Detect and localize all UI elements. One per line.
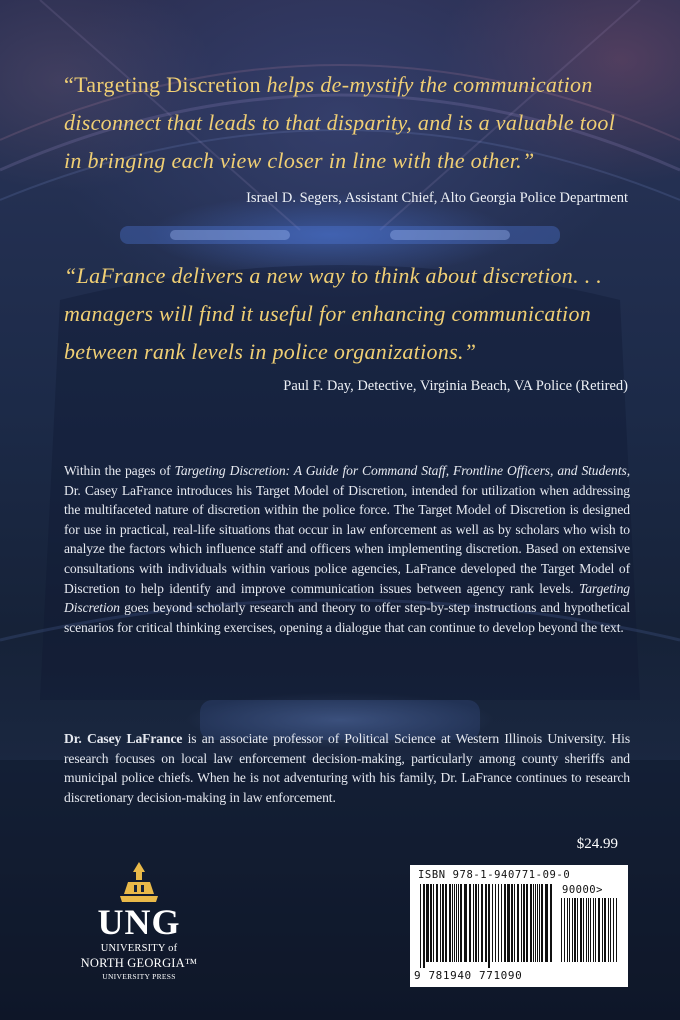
book-description [64, 461, 630, 637]
barcode-bar [469, 884, 471, 962]
barcode-bar [561, 898, 562, 962]
description-short-title: Targeting Discretion [64, 580, 630, 616]
barcode-bar [440, 884, 441, 962]
quote-body: helps de-mystify the communication disconnect that leads to that disparity, and is a valuable tool in bringing each view closer in line with the other.” [64, 72, 616, 173]
addon-barcode-bars [561, 898, 619, 968]
author-name: Dr. Casey LaFrance [64, 731, 183, 746]
barcode-bar [613, 898, 614, 962]
barcode-bar [504, 884, 506, 962]
barcode-bar [604, 898, 606, 962]
barcode-bar [574, 898, 576, 962]
lantern-icon [114, 860, 164, 906]
barcode-bar [473, 884, 474, 962]
barcode-bar [442, 884, 444, 962]
barcode-bar [590, 898, 591, 962]
barcode-bar [598, 898, 600, 962]
barcode-bar [550, 884, 552, 962]
barcode-bar [423, 884, 425, 968]
barcode-bar [616, 898, 617, 962]
barcode-bar [430, 884, 432, 962]
author-bio [64, 729, 630, 807]
barcode-bar [456, 884, 457, 962]
isbn-label: ISBN 978-1-940771-09-0 [418, 869, 571, 881]
barcode-bar [593, 898, 594, 962]
barcode-bar [478, 884, 479, 962]
barcode-bar [521, 884, 522, 962]
barcode-bar [426, 884, 429, 962]
barcode-bar [495, 884, 496, 962]
barcode-bar [580, 898, 582, 962]
barcode-bar [507, 884, 510, 962]
barcode-bar [567, 898, 568, 962]
barcode-bar [564, 898, 565, 962]
barcode-bar [569, 898, 570, 962]
publisher-line-3: UNIVERSITY PRESS [102, 972, 176, 981]
barcode-bar [533, 884, 534, 962]
barcode-bar [452, 884, 453, 962]
barcode-bar [517, 884, 519, 962]
barcode-bar [511, 884, 513, 962]
barcode-bar [433, 884, 434, 962]
barcode-bar [595, 898, 596, 962]
barcode-bar [588, 898, 589, 962]
barcode-bar [481, 884, 483, 962]
quote-segers [64, 66, 630, 180]
barcode-bar [586, 898, 587, 962]
barcode-bar [436, 884, 438, 962]
barcode-bar [602, 898, 603, 962]
barcode-bar [454, 884, 455, 962]
quote-attribution-day: Paul F. Day, Detective, Virginia Beach, VA Police (Retired) [283, 378, 628, 394]
barcode-bar [526, 884, 528, 962]
publisher-line-1: UNIVERSITY of [100, 943, 178, 954]
ean-barcode-bars [420, 884, 556, 968]
barcode-bar [498, 884, 499, 962]
description-intro: Within the pages of [64, 463, 175, 478]
barcode-bar [485, 884, 487, 962]
barcode-addon-number: 90000> [562, 884, 603, 896]
barcode-bar [460, 884, 462, 962]
barcode-bar [420, 884, 421, 968]
publisher-line-2: NORTH GEORGIA™ [80, 956, 198, 970]
barcode-bar [535, 884, 536, 962]
barcode-bar [514, 884, 515, 962]
barcode-bar [583, 898, 584, 962]
barcode-bar [464, 884, 467, 962]
barcode-bar [541, 884, 543, 962]
isbn-barcode [410, 865, 628, 987]
publisher-logo [76, 860, 216, 986]
barcode-bar [539, 884, 540, 962]
barcode-bar [537, 884, 538, 962]
barcode-bar [449, 884, 451, 962]
author-bio-text: is an associate professor of Political Science at Western Illinois University. His research focuses on local law enforcement decision-making, particularly among county sheriffs and municipal police chiefs. When he is not adventuring with his family, Dr. LaFrance continues to research discretionary decision-making in law enforcement. [64, 731, 631, 805]
barcode-bar [545, 884, 548, 962]
ean-number: 9 781940 771090 [414, 969, 523, 982]
barcode-bar [608, 898, 609, 962]
barcode-bar [458, 884, 459, 962]
barcode-bar [492, 884, 493, 962]
quote-attribution-segers: Israel D. Segers, Assistant Chief, Alto Georgia Police Department [246, 190, 628, 206]
barcode-bar [475, 884, 477, 962]
barcode-bar [445, 884, 447, 962]
description-end: goes beyond scholarly research and theory to offer step-by-step instructions and hypothetical scenarios for critical thinking exercises, opening a dialogue that can continue to develop beyond the text. [64, 600, 630, 635]
barcode-bar [488, 884, 490, 968]
barcode-bar [610, 898, 611, 962]
barcode-bar [572, 898, 573, 962]
barcode-bar [530, 884, 532, 962]
quote-lead: “Targeting Discretion [64, 72, 267, 97]
description-book-title: Targeting Discretion: A Guide for Command Staff, Frontline Officers, and Students, [174, 463, 631, 478]
barcode-bar [577, 898, 578, 962]
quote-day: “LaFrance delivers a new way to think about discretion. . . managers will find it useful for enhancing communication between rank levels in police organizations.” [64, 263, 603, 364]
price: $24.99 [576, 836, 618, 852]
barcode-bar [501, 884, 502, 962]
ung-letters: UNG [97, 902, 181, 942]
barcode-bar [523, 884, 525, 962]
description-middle: Dr. Casey LaFrance introduces his Target Model of Discretion, intended for utilization when addressing the multifaceted nature of discretion within the police force. The Target Model of Discretion is designed for use in practical, real-life situations that occur in law enforcement as well as by scholars who wish to analyze the factors which influence staff and officers when implementing discretion. Based on extensive consultations with individuals within various police agencies, LaFrance developed the Target Model of Discretion to help identify and improve communication issues between agency rank levels. [64, 482, 630, 596]
